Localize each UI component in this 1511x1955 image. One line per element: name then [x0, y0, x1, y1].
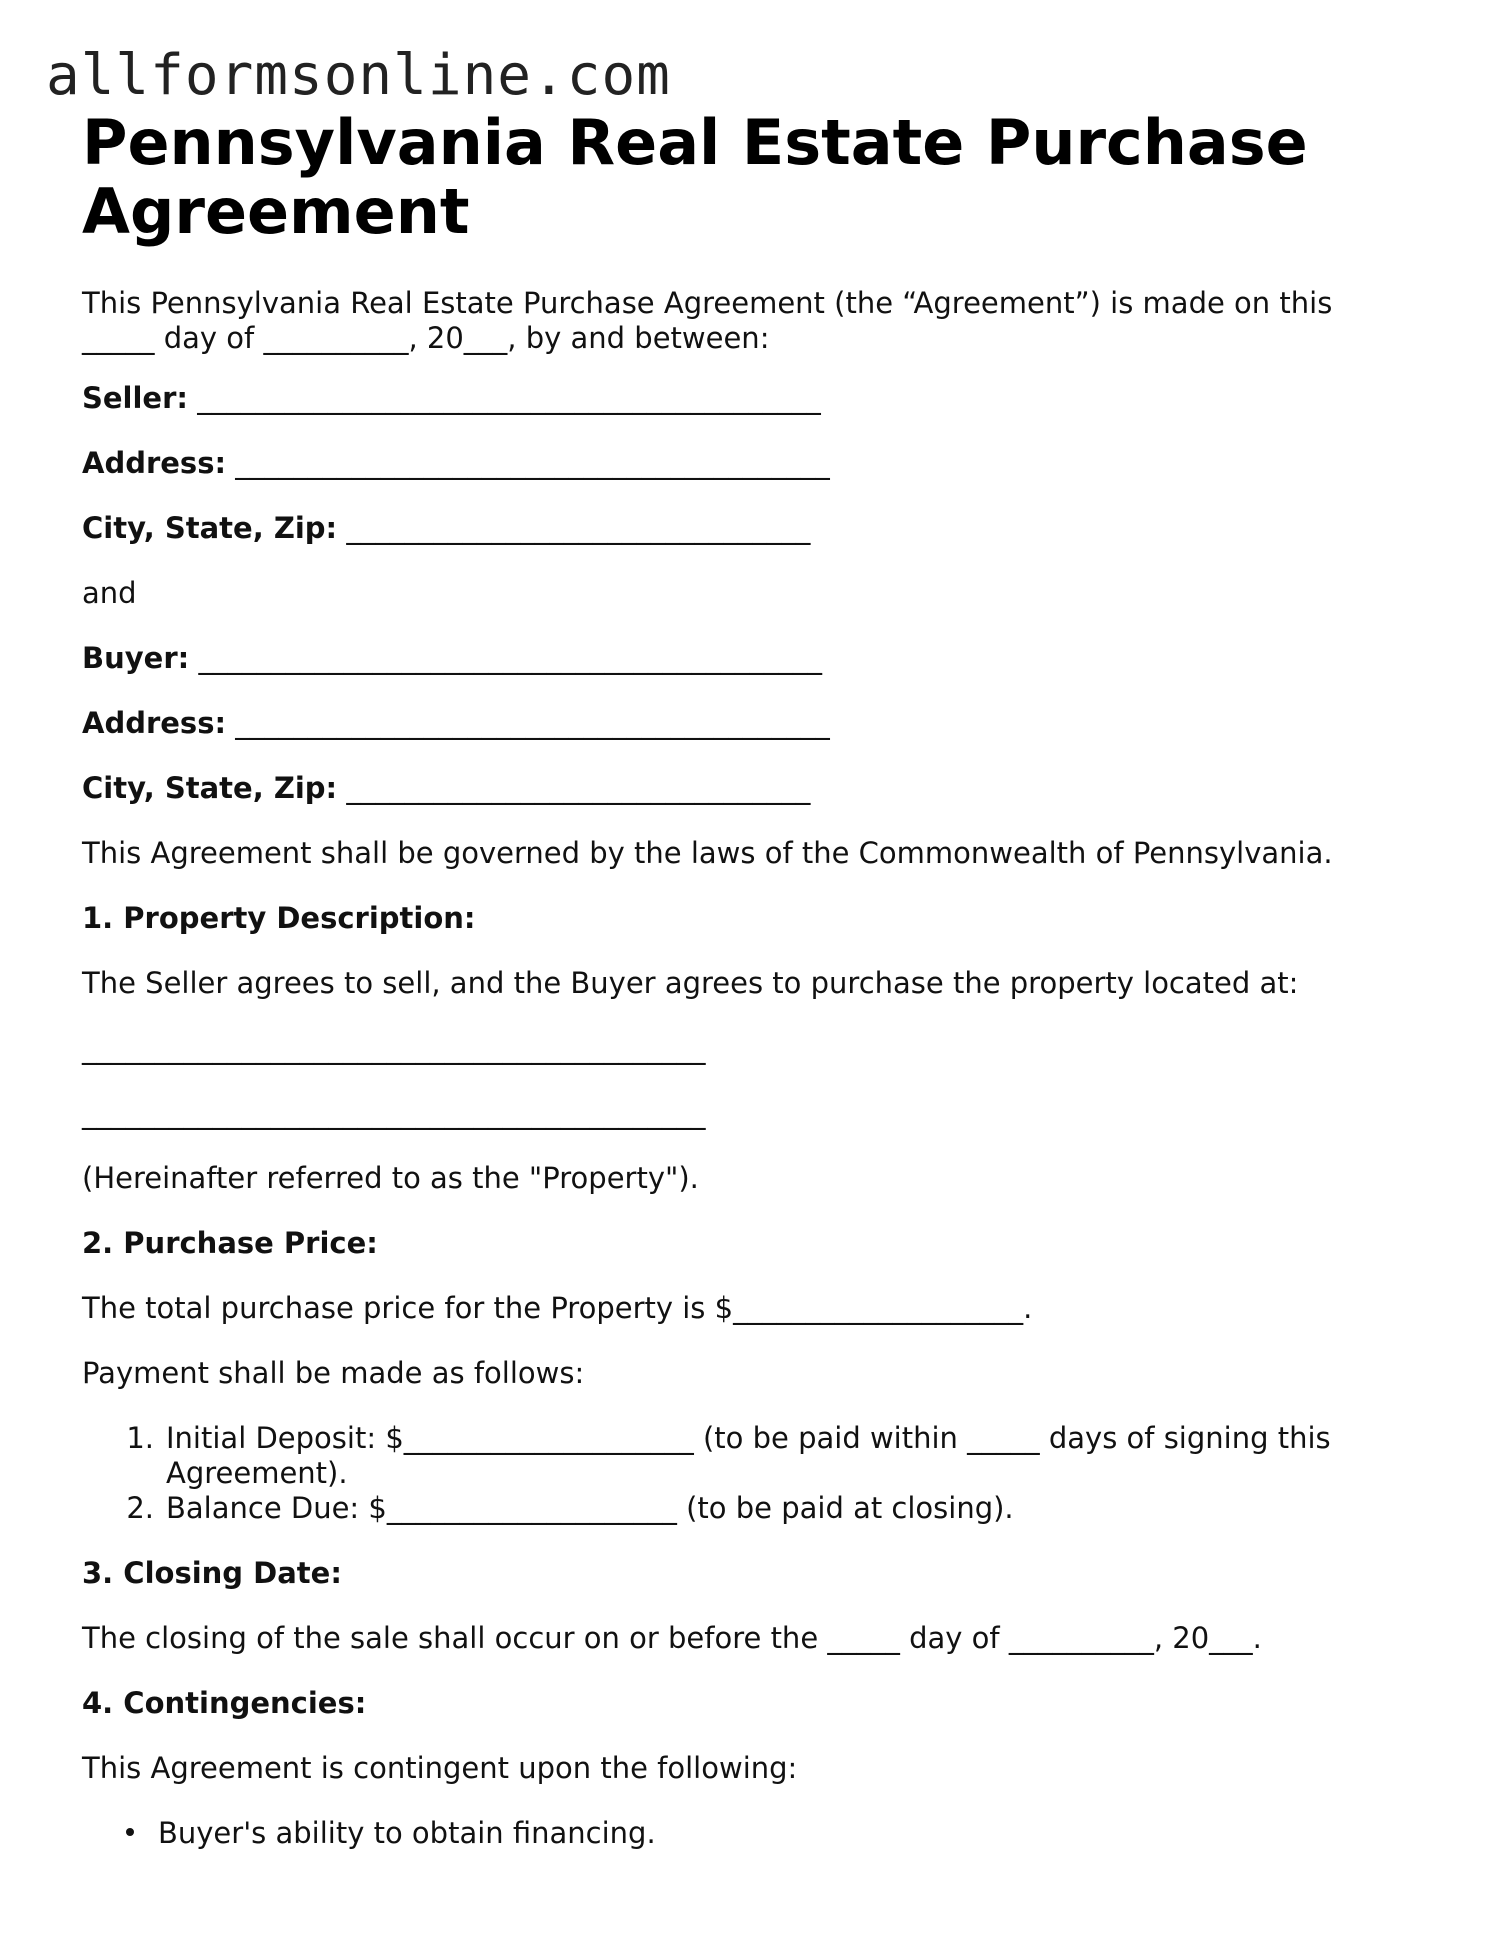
list-item-number: 2. [126, 1491, 154, 1525]
buyer-address-label: Address: [82, 706, 227, 740]
payment-list [82, 1421, 1372, 1526]
page-title: Pennsylvania Real Estate Purchase Agreement [82, 106, 1308, 248]
list-item-number: 1. [126, 1421, 154, 1455]
section-property-heading: 1. Property Description: [82, 901, 476, 935]
buyer-name-label: Buyer: [82, 641, 190, 675]
document-body [82, 106, 1422, 1850]
purchase-price-text[interactable]: The total purchase price for the Property is $____________________. [82, 1291, 1033, 1325]
seller-name-blank[interactable]: ___________________________________________ [197, 381, 821, 415]
list-item [82, 1816, 656, 1851]
seller-address-label: Address: [82, 446, 227, 480]
seller-city-field[interactable] [82, 511, 810, 546]
intro-paragraph: This Pennsylvania Real Estate Purchase Agreement (the “Agreement”) is made on this _____ day of __________, 20___, by and between: [82, 286, 1333, 355]
payment-intro-text: Payment shall be made as follows: [82, 1356, 585, 1390]
property-definition-note: (Hereinafter referred to as the "Property"). [82, 1161, 699, 1195]
section-price-heading: 2. Purchase Price: [82, 1226, 378, 1260]
seller-address-field[interactable] [82, 446, 830, 481]
seller-address-blank[interactable]: _________________________________________ [235, 446, 830, 480]
section-contingencies-heading: 4. Contingencies: [82, 1686, 367, 1720]
financing-contingency-text: Buyer's ability to obtain financing. [158, 1816, 656, 1850]
seller-name-label: Seller: [82, 381, 189, 415]
seller-city-blank[interactable]: ________________________________ [346, 511, 811, 545]
buyer-address-blank[interactable]: _________________________________________ [235, 706, 830, 740]
bullet-icon [126, 1828, 134, 1836]
property-address-line-1[interactable]: ___________________________________________ [82, 1031, 706, 1065]
contingencies-intro-text: This Agreement is contingent upon the following: [82, 1751, 798, 1785]
balance-due-text[interactable]: Balance Due: $____________________ (to be paid at closing). [166, 1491, 1014, 1525]
buyer-name-blank[interactable]: ___________________________________________ [198, 641, 822, 675]
property-address-line-2[interactable]: ___________________________________________ [82, 1096, 706, 1130]
buyer-name-field[interactable] [82, 641, 822, 676]
and-separator: and [82, 576, 137, 610]
seller-city-label: City, State, Zip: [82, 511, 338, 545]
closing-date-text[interactable]: The closing of the sale shall occur on or before the _____ day of __________, 20___. [82, 1621, 1262, 1655]
property-description-text: The Seller agrees to sell, and the Buyer agrees to purchase the property located at: [82, 966, 1299, 1000]
buyer-city-label: City, State, Zip: [82, 771, 338, 805]
list-item[interactable] [82, 1491, 1372, 1526]
buyer-address-field[interactable] [82, 706, 830, 741]
buyer-city-field[interactable] [82, 771, 810, 806]
seller-name-field[interactable] [82, 381, 821, 416]
list-item[interactable] [82, 1421, 1372, 1491]
buyer-city-blank[interactable]: ________________________________ [346, 771, 811, 805]
watermark: allformsonline.com [46, 43, 671, 108]
section-closing-heading: 3. Closing Date: [82, 1556, 342, 1590]
governing-law-text: This Agreement shall be governed by the laws of the Commonwealth of Pennsylvania. [82, 836, 1333, 870]
initial-deposit-text[interactable]: Initial Deposit: $____________________ (to be paid within _____ days of signing this Agreement). [166, 1421, 1331, 1490]
